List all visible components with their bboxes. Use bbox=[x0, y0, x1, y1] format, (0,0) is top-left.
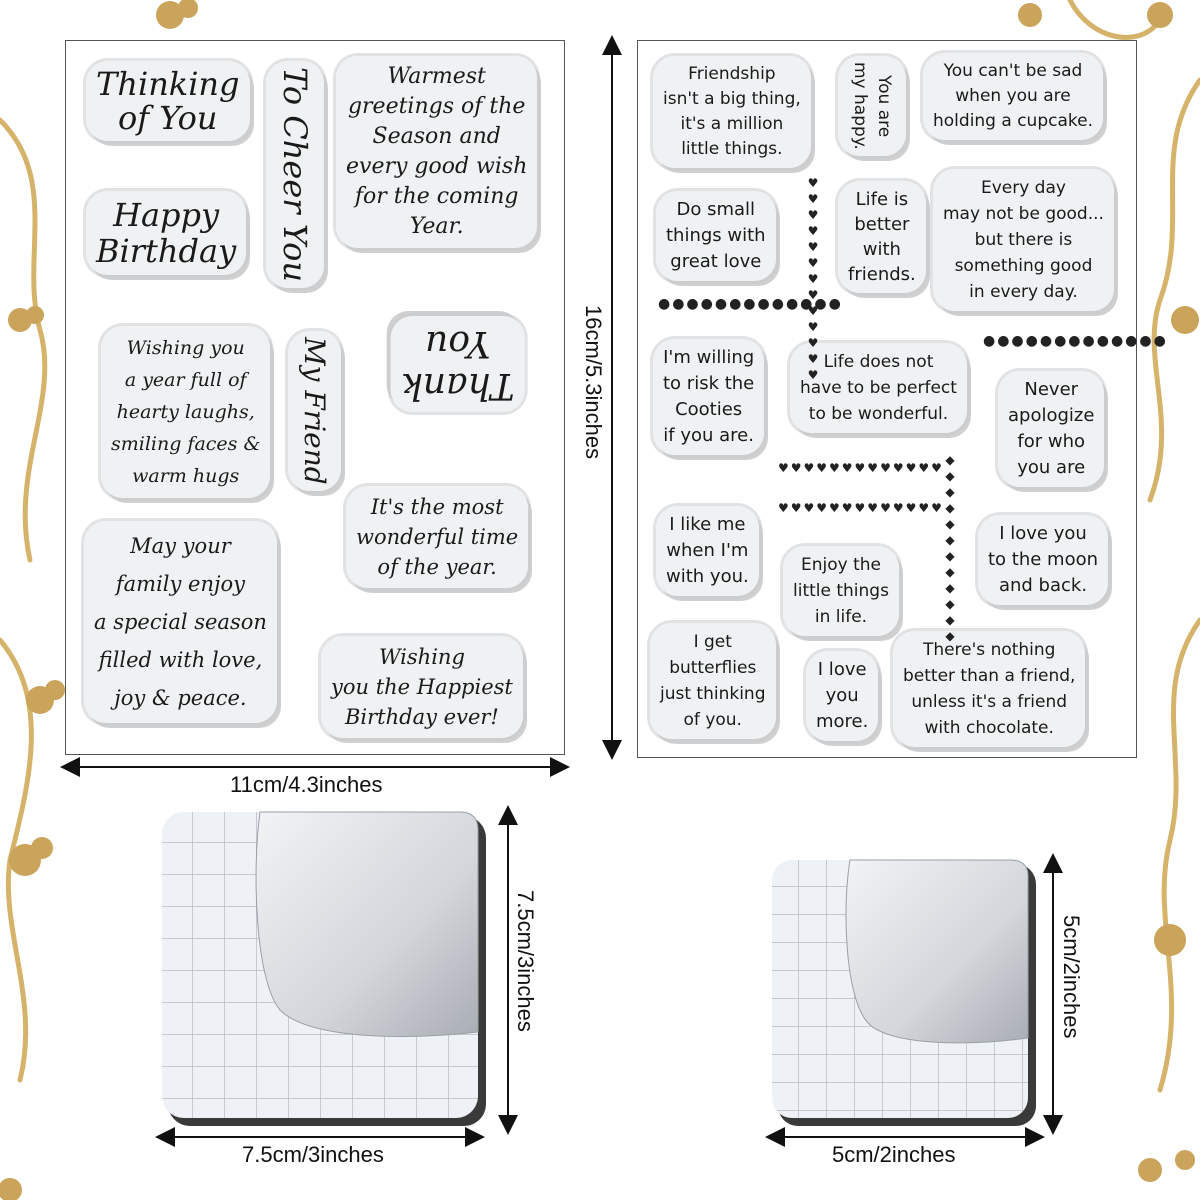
stamp-wishing-you-a-year: Wishing you a year full of hearty laughs, smiling faces & warm hugs bbox=[101, 326, 270, 498]
stamp-butterflies: I get butterflies just thinking of you. bbox=[650, 623, 776, 739]
large-acrylic-block bbox=[160, 810, 490, 1130]
stamp-never-apologize: Never apologize for who you are bbox=[998, 371, 1104, 487]
stamp-thank-you: Thank You bbox=[391, 316, 525, 412]
small-acrylic-block bbox=[770, 858, 1040, 1130]
large-block-height-label: 7.5cm/3inches bbox=[513, 890, 538, 1032]
large-block-width-label: 7.5cm/3inches bbox=[242, 1142, 384, 1167]
stamp-may-your-family: May your family enjoy a special season filled with love, joy & peace. bbox=[84, 521, 277, 723]
stamp-love-you-moon: I love you to the moon and back. bbox=[978, 515, 1108, 605]
stamp-thinking-of-you: Thinking of You bbox=[86, 61, 250, 141]
stamp-to-cheer-you: To Cheer You bbox=[266, 61, 324, 288]
sheet-width-label: 11cm/4.3inches bbox=[230, 772, 383, 797]
stamp-enjoy-little-things: Enjoy the little things in life. bbox=[783, 546, 899, 636]
stamp-my-friend: My Friend bbox=[288, 331, 341, 491]
heart-border-stamp-2: ♥♥♥♥♥♥♥♥♥♥♥♥♥ bbox=[778, 501, 944, 515]
stamp-i-like-me: I like me when I'm with you. bbox=[656, 506, 759, 596]
diamond-vertical-border-stamp: ◆◆◆◆◆◆◆◆◆◆◆◆ bbox=[943, 453, 957, 645]
stamp-life-is-better: Life is better with friends. bbox=[838, 181, 926, 293]
stamp-most-wonderful-time: It's the most wonderful time of the year. bbox=[346, 486, 528, 588]
stamp-life-does-not: Life does not have to be perfect to be wonderful. bbox=[790, 343, 967, 433]
stamp-warmest-greetings: Warmest greetings of the Season and every good wish for the coming Year. bbox=[336, 56, 537, 248]
stamp-every-day: Every day may not be good... but there is something good in every day. bbox=[933, 169, 1114, 311]
stamp-i-love-you-more: I love you more. bbox=[806, 651, 878, 741]
stamp-friendship: Friendship isn't a big thing, it's a million little things. bbox=[653, 56, 811, 168]
sheet-height-label: 16cm/5.3inches bbox=[581, 305, 606, 460]
stamp-nothing-better-than-friend: There's nothing better than a friend, unless it's a friend with chocolate. bbox=[893, 631, 1085, 747]
stamp-wishing-happiest-birthday: Wishing you the Happiest Birthday ever! bbox=[321, 636, 523, 738]
stamp-happy-birthday: Happy Birthday bbox=[86, 191, 246, 275]
stamp-cooties: I'm willing to risk the Cooties if you are. bbox=[653, 339, 764, 455]
heart-vertical-border-stamp: ♥♥♥♥♥♥♥♥♥♥♥♥♥ bbox=[806, 176, 820, 384]
small-block-width-label: 5cm/2inches bbox=[832, 1142, 956, 1167]
small-block-height-label: 5cm/2inches bbox=[1059, 915, 1084, 1039]
heart-border-stamp: ♥♥♥♥♥♥♥♥♥♥♥♥♥ bbox=[778, 461, 944, 475]
stamp-cupcake: You can't be sad when you are holding a cupcake. bbox=[923, 53, 1103, 140]
stamp-you-are-my-happy: You are my happy. bbox=[838, 56, 906, 156]
dot-border-stamp-2: ●●●●●●●●●●●●● bbox=[983, 333, 1168, 349]
dot-border-stamp: ●●●●●●●●●●●●● bbox=[658, 296, 843, 312]
stamp-do-small-things: Do small things with great love bbox=[656, 191, 776, 281]
